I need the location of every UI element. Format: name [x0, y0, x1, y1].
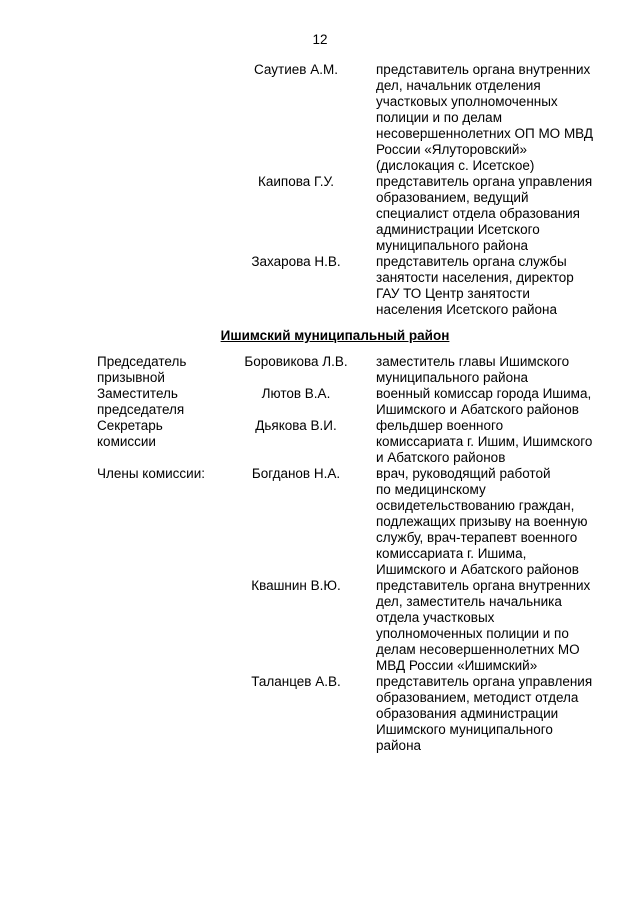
member-row — [0, 386, 640, 418]
member-name: Квашнин В.Ю. — [251, 578, 341, 593]
member-row — [0, 62, 640, 174]
member-name: Боровикова Л.В. — [244, 354, 348, 369]
member-name: Дьякова В.И. — [255, 418, 337, 433]
member-name: Каипова Г.У. — [258, 174, 334, 189]
member-name: Таланцев А.В. — [251, 674, 341, 689]
member-row — [0, 466, 640, 578]
member-role: Заместитель председателя — [97, 386, 185, 417]
member-description: врач, руководящий работой по медицинскому освидетельствованию граждан, подлежащих призыву на военную службу, врач-терапевт военного комиссариата г. Ишима, Ишимского и Абатского районов — [376, 466, 588, 577]
member-description: представитель органа службы занятости населения, директор ГАУ ТО Центр занятости населения Исетского района — [376, 254, 574, 317]
member-row — [0, 578, 640, 674]
page-number: 12 — [312, 32, 328, 47]
member-row — [0, 174, 640, 254]
member-row — [0, 674, 640, 754]
member-description: представитель органа управления образованием, методист отдела образования администрации Ишимского муниципального района — [376, 674, 593, 753]
member-role: Секретарь комиссии — [97, 418, 163, 449]
member-name: Богданов Н.А. — [251, 466, 341, 481]
member-description: представитель органа управления образованием, ведущий специалист отдела образования администрации Исетского муниципального района — [376, 174, 593, 253]
member-row — [0, 418, 640, 466]
member-name: Саутиев А.М. — [254, 62, 338, 77]
member-name: Лютов В.А. — [261, 386, 331, 401]
member-description: заместитель главы Ишимского муниципального района — [376, 354, 570, 385]
member-description: представитель органа внутренних дел, начальник отделения участковых уполномоченных полиции и по делам несовершеннолетних ОП МО МВД России «Ялуторовский» (дислокация с. Исетское) — [376, 62, 594, 173]
member-description: представитель органа внутренних дел, заместитель начальника отдела участковых уполномоченных полиции и по делам несовершеннолетних МО МВД России «Ишимский» — [376, 578, 591, 673]
member-role: Члены комиссии: — [97, 466, 206, 481]
member-name: Захарова Н.В. — [251, 254, 341, 269]
member-row — [0, 354, 640, 386]
section-heading: Ишимский муниципальный район — [220, 328, 450, 343]
member-role: Председатель призывной — [97, 354, 187, 385]
member-description: военный комиссар города Ишима, Ишимского и Абатского районов — [376, 386, 592, 417]
member-description: фельдшер военного комиссариата г. Ишим, Ишимского и Абатского районов — [376, 418, 593, 465]
commission-list — [0, 62, 640, 754]
member-row — [0, 254, 640, 318]
